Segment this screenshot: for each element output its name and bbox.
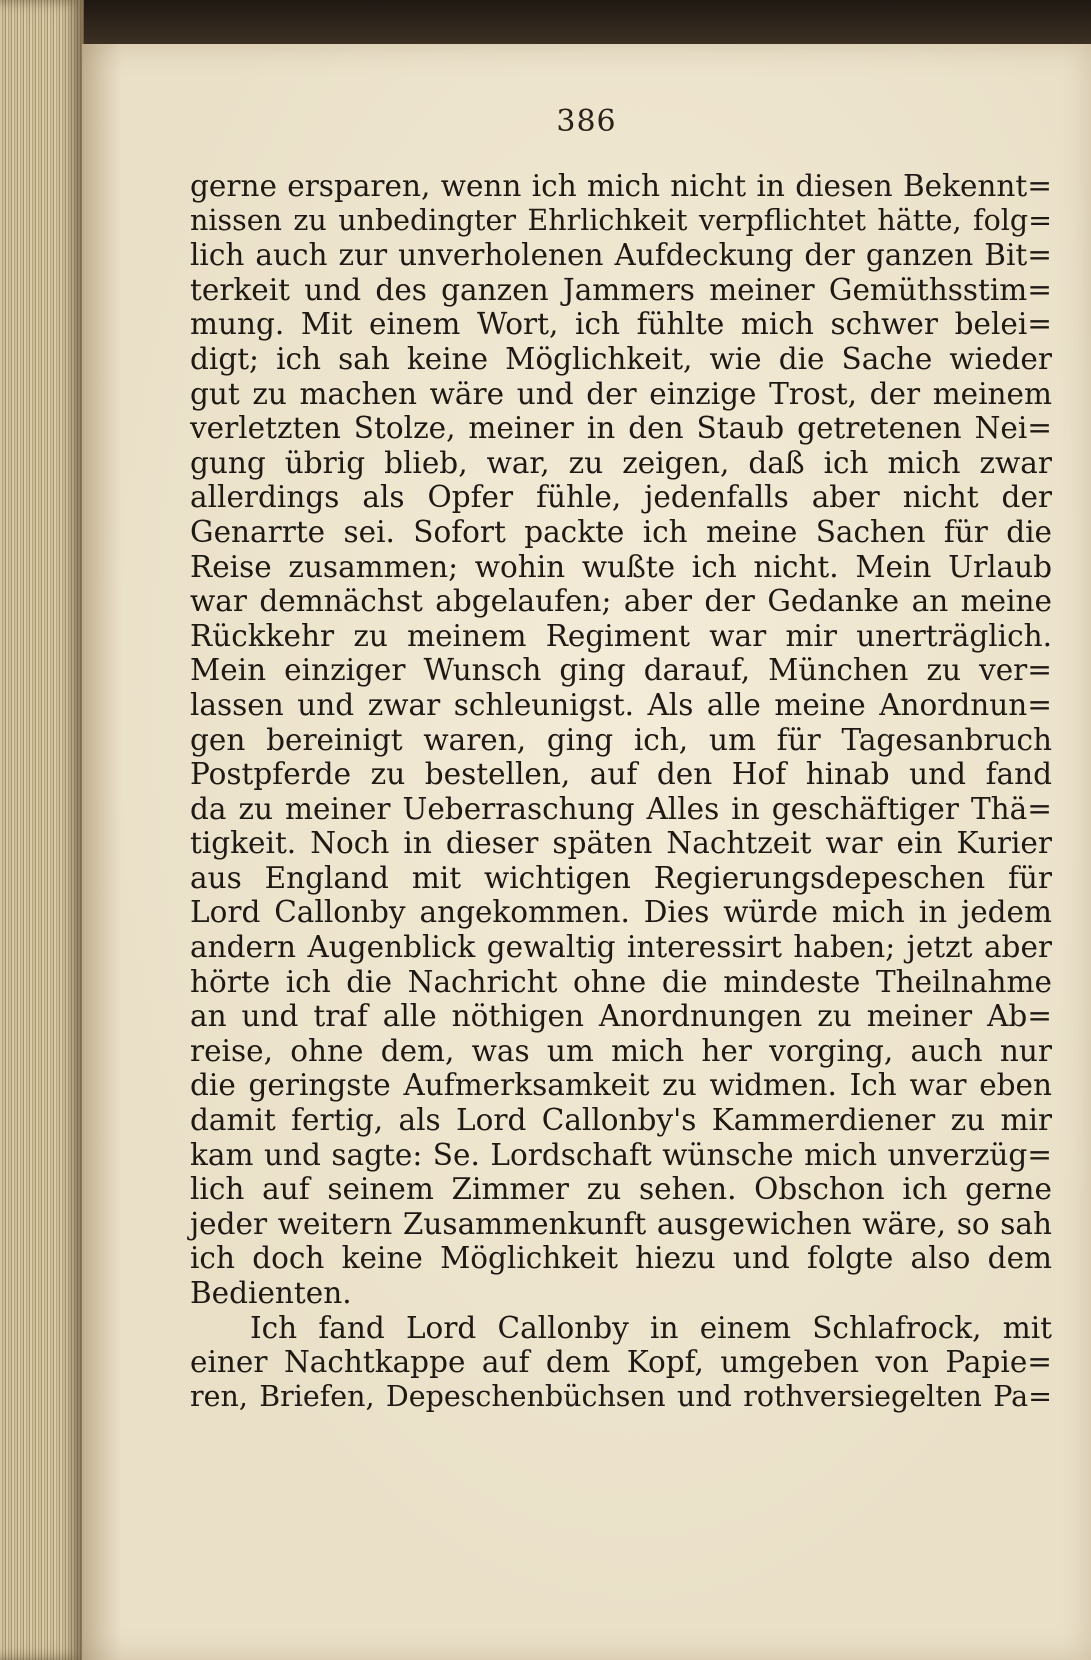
text-line: jeder weitern Zusammenkunft ausgewichen wäre, so sah — [190, 1206, 1052, 1241]
page-number: 386 — [556, 104, 617, 139]
book-top-shadow — [0, 0, 1091, 44]
text-line: gut zu machen wäre und der einzige Trost, der meinem — [190, 376, 1052, 411]
text-line: ich doch keine Möglichkeit hiezu und folgte also dem — [190, 1241, 1052, 1276]
text-line: lassen und zwar schleunigst. Als alle meine Anordnun= — [190, 687, 1052, 722]
text-line: tigkeit. Noch in dieser späten Nachtzeit war ein Kurier — [190, 826, 1052, 861]
text-line: lich auch zur unverholenen Aufdeckung der ganzen Bit= — [190, 238, 1052, 273]
text-line: Lord Callonby angekommen. Dies würde mich in jedem — [190, 895, 1052, 930]
body-text — [190, 169, 1052, 1414]
text-line: allerdings als Opfer fühle, jedenfalls aber nicht der — [190, 480, 1052, 515]
text-line: lich auf seinem Zimmer zu sehen. Obschon ich gerne — [190, 1172, 1052, 1207]
text-line: war demnächst abgelaufen; aber der Gedanke an meine — [190, 584, 1052, 619]
text-line: Mein einziger Wunsch ging darauf, München zu ver= — [190, 653, 1052, 688]
text-line-paragraph-start: Ich fand Lord Callonby in einem Schlafrock, mit — [250, 1310, 1052, 1345]
text-line: an und traf alle nöthigen Anordnungen zu meiner Ab= — [190, 999, 1052, 1034]
text-line: Reise zusammen; wohin wußte ich nicht. Mein Urlaub — [190, 549, 1052, 584]
text-line: Rückkehr zu meinem Regiment war mir unerträglich. — [190, 618, 1052, 653]
text-line: gerne ersparen, wenn ich mich nicht in diesen Bekennt= — [190, 169, 1052, 203]
text-line: kam und sagte: Se. Lordschaft wünsche mich unverzüg= — [190, 1137, 1052, 1172]
text-line: ren, Briefen, Depeschenbüchsen und rothversiegelten Pa= — [190, 1379, 1052, 1413]
text-line: reise, ohne dem, was um mich her vorging, auch nur — [190, 1033, 1052, 1068]
text-line: Genarrte sei. Sofort packte ich meine Sachen für die — [190, 514, 1052, 549]
text-line: hörte ich die Nachricht ohne die mindeste Theilnahme — [190, 964, 1052, 999]
text-line: nissen zu unbedingter Ehrlichkeit verpflichtet hätte, folg= — [190, 203, 1052, 237]
page-sheet — [82, 44, 1091, 1660]
book-page-edges — [0, 0, 84, 1660]
text-line: digt; ich sah keine Möglichkeit, wie die Sache wieder — [190, 341, 1052, 376]
text-line: verletzten Stolze, meiner in den Staub getretenen Nei= — [190, 411, 1052, 446]
text-line: mung. Mit einem Wort, ich fühlte mich schwer belei= — [190, 307, 1052, 342]
text-line: damit fertig, als Lord Callonby's Kammerdiener zu mir — [190, 1103, 1052, 1138]
text-line: andern Augenblick gewaltig interessirt haben; jetzt aber — [190, 930, 1052, 965]
text-line: aus England mit wichtigen Regierungsdepeschen für — [190, 860, 1052, 895]
text-line: Bedienten. — [190, 1276, 352, 1310]
text-line: die geringste Aufmerksamkeit zu widmen. Ich war eben — [190, 1068, 1052, 1103]
text-line: einer Nachtkappe auf dem Kopf, umgeben von Papie= — [190, 1345, 1052, 1380]
text-line: gen bereinigt waren, ging ich, um für Tagesanbruch — [190, 722, 1052, 757]
text-line: gung übrig blieb, war, zu zeigen, daß ich mich zwar — [190, 445, 1052, 480]
text-line: da zu meiner Ueberraschung Alles in geschäftiger Thä= — [190, 791, 1052, 826]
text-line: Postpferde zu bestellen, auf den Hof hinab und fand — [190, 757, 1052, 792]
text-line: terkeit und des ganzen Jammers meiner Gemüthsstim= — [190, 272, 1052, 307]
